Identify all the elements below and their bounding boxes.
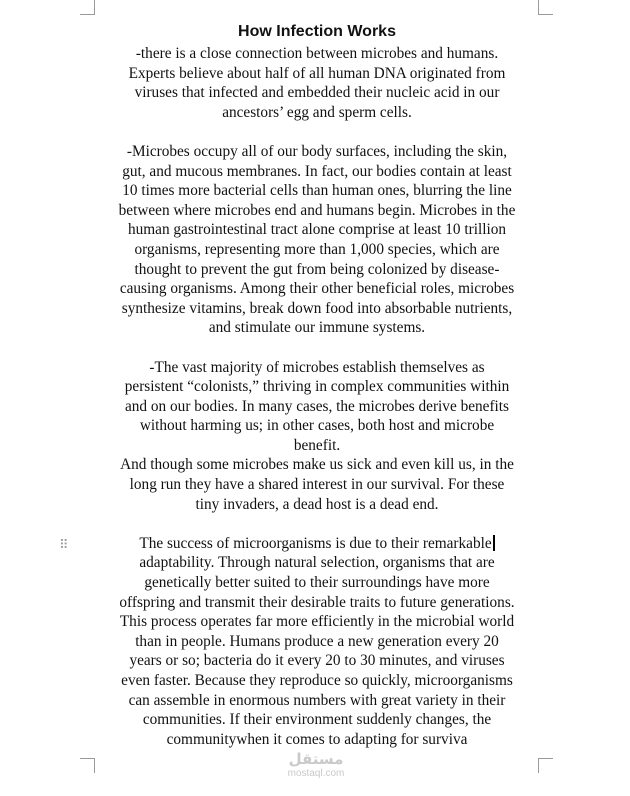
paragraph-2[interactable]: -Microbes occupy all of our body surfaces, including the skin, gut, and mucous membranes. In fact, our bodies contain at least 10 times more bacterial cells than human ones, blurring the line between where microbes end and humans begin. Microbes in the human gastrointestinal tract alone comprise at least 10 trillion organisms, representing more than 1,000 species, which are thought to prevent the gut from being colonized by disease- causing organisms. Among their other beneficial roles, microbes synthesize vitamins, break down food into absorbable nutrients, and stimulate our immune systems. bbox=[118, 142, 516, 337]
empty-line bbox=[94, 122, 540, 142]
watermark bbox=[276, 750, 356, 780]
paragraph-1[interactable]: -there is a close connection between microbes and humans. Experts believe about half of all human DNA originated from viruses that infected and embedded their nucleic acid in our ancestors’ egg and sperm cells. bbox=[128, 45, 506, 121]
crop-mark-bottom-right bbox=[538, 758, 553, 773]
document-title: How Infection Works bbox=[238, 23, 396, 40]
drag-handle-icon[interactable]: ⠿ bbox=[59, 538, 68, 553]
paragraph-4[interactable]: And though some microbes make us sick and even kill us, in the long run they have a shared interest in our survival. For these tiny invaders, a dead host is a dead end. bbox=[120, 456, 514, 513]
crop-mark-top-right bbox=[538, 0, 553, 15]
paragraph-5[interactable]: adaptability. Through natural selection, organisms that are genetically better suited to their surroundings have more offspring and transmit their desirable traits to future generations. This process operates far more efficiently in the microbial world than in people. Humans produce a new generation every 20 years or so; bacteria do it every 20 to 30 minutes, and viruses even faster. Because they reproduce so quickly, microorganisms can assemble in enormous numbers with great variety in their communities. If their environment suddenly changes, the communitywhen it comes to adapting for surviva bbox=[119, 554, 515, 748]
paragraph-3[interactable]: -The vast majority of microbes establish themselves as persistent “colonists,” thriving in complex communities within and on our bodies. In many cases, the microbes derive benefits without harming us; in other cases, both host and microbe benefit. bbox=[124, 358, 510, 454]
crop-mark-bottom-left bbox=[80, 758, 95, 773]
paragraph-5-first-line[interactable] bbox=[94, 534, 540, 554]
paragraph-5-first-line-text: The success of microorganisms is due to their remarkable bbox=[139, 534, 492, 552]
watermark-logo: مستقل bbox=[288, 750, 344, 768]
watermark-text: mostaql.com bbox=[287, 768, 345, 779]
text-cursor bbox=[493, 535, 495, 551]
empty-line bbox=[94, 514, 540, 534]
empty-line bbox=[94, 338, 540, 358]
crop-mark-top-left bbox=[80, 0, 95, 15]
document-body[interactable] bbox=[94, 22, 540, 749]
